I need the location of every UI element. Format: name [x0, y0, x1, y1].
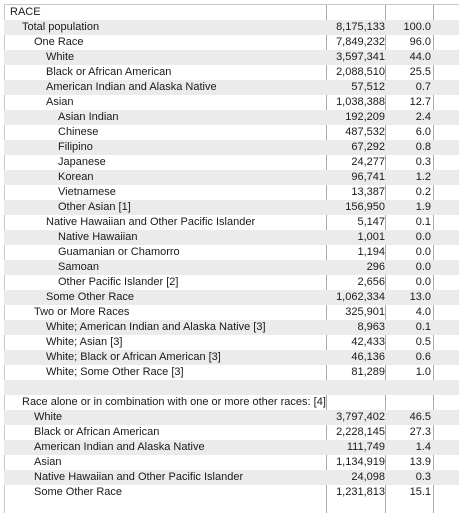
table-row: [4, 230, 459, 245]
row-label: Two or More Races: [34, 306, 130, 318]
row-percent: 0.1: [415, 321, 431, 333]
row-label: Asian: [46, 96, 74, 108]
row-percent: 46.5: [409, 411, 431, 423]
row-label: Native Hawaiian and Other Pacific Islander: [34, 471, 244, 483]
row-label: American Indian and Alaska Native: [46, 81, 217, 93]
row-label: Some Other Race: [34, 486, 123, 498]
row-label: White; Some Other Race [3]: [46, 366, 184, 378]
row-label: Guamanian or Chamorro: [58, 246, 180, 258]
row-count: 42,433: [351, 336, 385, 348]
row-percent: 0.7: [415, 81, 431, 93]
row-count: 3,797,402: [336, 411, 385, 423]
row-percent: 0.3: [415, 471, 431, 483]
row-percent: 6.0: [415, 126, 431, 138]
row-percent: 1.0: [415, 366, 431, 378]
row-label: White; Asian [3]: [46, 336, 123, 348]
row-percent: 27.3: [409, 426, 431, 438]
row-count: 8,963: [357, 321, 385, 333]
row-count: 111,749: [346, 441, 385, 453]
table-row: [4, 290, 459, 305]
table-row: [4, 80, 459, 95]
table-row: [4, 260, 459, 275]
row-count: 1,194: [357, 246, 385, 258]
row-count: 81,289: [351, 366, 385, 378]
row-count: 7,849,232: [336, 36, 385, 48]
row-label: Samoan: [58, 261, 99, 273]
row-label: Some Other Race: [46, 291, 135, 303]
table-row: [4, 440, 459, 455]
row-percent: 0.5: [415, 336, 431, 348]
row-count: 325,901: [345, 306, 385, 318]
row-percent: 1.2: [415, 171, 431, 183]
row-percent: 100.0: [403, 21, 431, 33]
row-count: 296: [366, 261, 385, 273]
table-row: [4, 425, 459, 440]
row-count: 3,597,341: [336, 51, 385, 63]
row-percent: 13.9: [409, 456, 431, 468]
race-table: [4, 4, 459, 500]
row-label: White: [46, 51, 75, 63]
row-count: 2,656: [357, 276, 385, 288]
table-row: [4, 65, 459, 80]
row-percent: 0.8: [415, 141, 431, 153]
row-count: 2,228,145: [336, 426, 385, 438]
table-row: [4, 470, 459, 485]
row-count: 8,175,133: [336, 21, 385, 33]
row-percent: 0.0: [415, 276, 431, 288]
row-percent: 0.6: [415, 351, 431, 363]
row-percent: 0.2: [415, 186, 431, 198]
row-count: 46,136: [351, 351, 385, 363]
table-row: [4, 125, 459, 140]
row-count: 5,147: [357, 216, 385, 228]
table-row: [4, 395, 459, 410]
table-row: [4, 140, 459, 155]
row-label: Other Asian [1]: [58, 201, 131, 213]
row-percent: 0.1: [415, 216, 431, 228]
row-percent: 1.9: [415, 201, 431, 213]
row-count: 1,062,334: [336, 291, 385, 303]
row-count: 2,088,510: [336, 66, 385, 78]
row-label: Native Hawaiian: [58, 231, 138, 243]
row-count: 156,950: [345, 201, 385, 213]
table-row: [4, 305, 459, 320]
row-label: Black or African American: [46, 66, 172, 78]
table-row: [4, 110, 459, 125]
table-row: [4, 455, 459, 470]
row-label: Japanese: [58, 156, 106, 168]
table-header-row: [4, 5, 459, 20]
row-percent: 0.0: [415, 261, 431, 273]
row-count: 1,001: [357, 231, 385, 243]
row-count: 13,387: [351, 186, 385, 198]
row-percent: 0.3: [415, 156, 431, 168]
row-percent: 25.5: [409, 66, 431, 78]
table-row: [4, 50, 459, 65]
row-label: One Race: [34, 36, 84, 48]
table-header-label: RACE: [10, 6, 41, 18]
table-spacer-row: [4, 380, 459, 395]
row-label: White; Black or African American [3]: [46, 351, 221, 363]
row-count: 1,038,388: [336, 96, 385, 108]
row-percent: 13.0: [409, 291, 431, 303]
table-row: [4, 320, 459, 335]
row-count: 1,231,813: [336, 486, 385, 498]
row-count: 1,134,919: [336, 456, 385, 468]
row-percent: 1.4: [415, 441, 431, 453]
row-label: Total population: [22, 21, 100, 33]
row-count: 96,741: [351, 171, 385, 183]
table-row: [4, 20, 459, 35]
row-percent: 96.0: [409, 36, 431, 48]
row-label: Vietnamese: [58, 186, 116, 198]
row-percent: 0.0: [415, 246, 431, 258]
row-label: White; American Indian and Alaska Native [3]: [46, 321, 266, 333]
row-label: Race alone or in combination with one or more other races: [4]: [22, 396, 326, 408]
row-count: 57,512: [351, 81, 385, 93]
table-row: [4, 95, 459, 110]
row-percent: 44.0: [409, 51, 431, 63]
row-count: 24,098: [351, 471, 385, 483]
table-row: [4, 200, 459, 215]
row-count: 192,209: [345, 111, 385, 123]
table-row: [4, 485, 459, 500]
table-row: [4, 245, 459, 260]
row-label: Other Pacific Islander [2]: [58, 276, 179, 288]
table-row: [4, 215, 459, 230]
row-percent: 4.0: [415, 306, 431, 318]
row-label: Black or African American: [34, 426, 160, 438]
row-percent: 15.1: [409, 486, 431, 498]
table-row: [4, 365, 459, 380]
table-row: [4, 35, 459, 50]
row-label: Asian: [34, 456, 62, 468]
row-count: 67,292: [351, 141, 385, 153]
row-count: 24,277: [351, 156, 385, 168]
table-row: [4, 410, 459, 425]
table-row: [4, 350, 459, 365]
table-row: [4, 275, 459, 290]
row-label: Filipino: [58, 141, 93, 153]
row-label: Chinese: [58, 126, 99, 138]
row-label: White: [34, 411, 63, 423]
row-label: Korean: [58, 171, 94, 183]
row-percent: 0.0: [415, 231, 431, 243]
row-label: American Indian and Alaska Native: [34, 441, 205, 453]
row-percent: 2.4: [415, 111, 431, 123]
table-row: [4, 155, 459, 170]
row-percent: 12.7: [409, 96, 431, 108]
row-label: Asian Indian: [58, 111, 119, 123]
row-label: Native Hawaiian and Other Pacific Islander: [46, 216, 256, 228]
table-row: [4, 170, 459, 185]
table-row: [4, 335, 459, 350]
row-count: 487,532: [345, 126, 385, 138]
table-row: [4, 185, 459, 200]
